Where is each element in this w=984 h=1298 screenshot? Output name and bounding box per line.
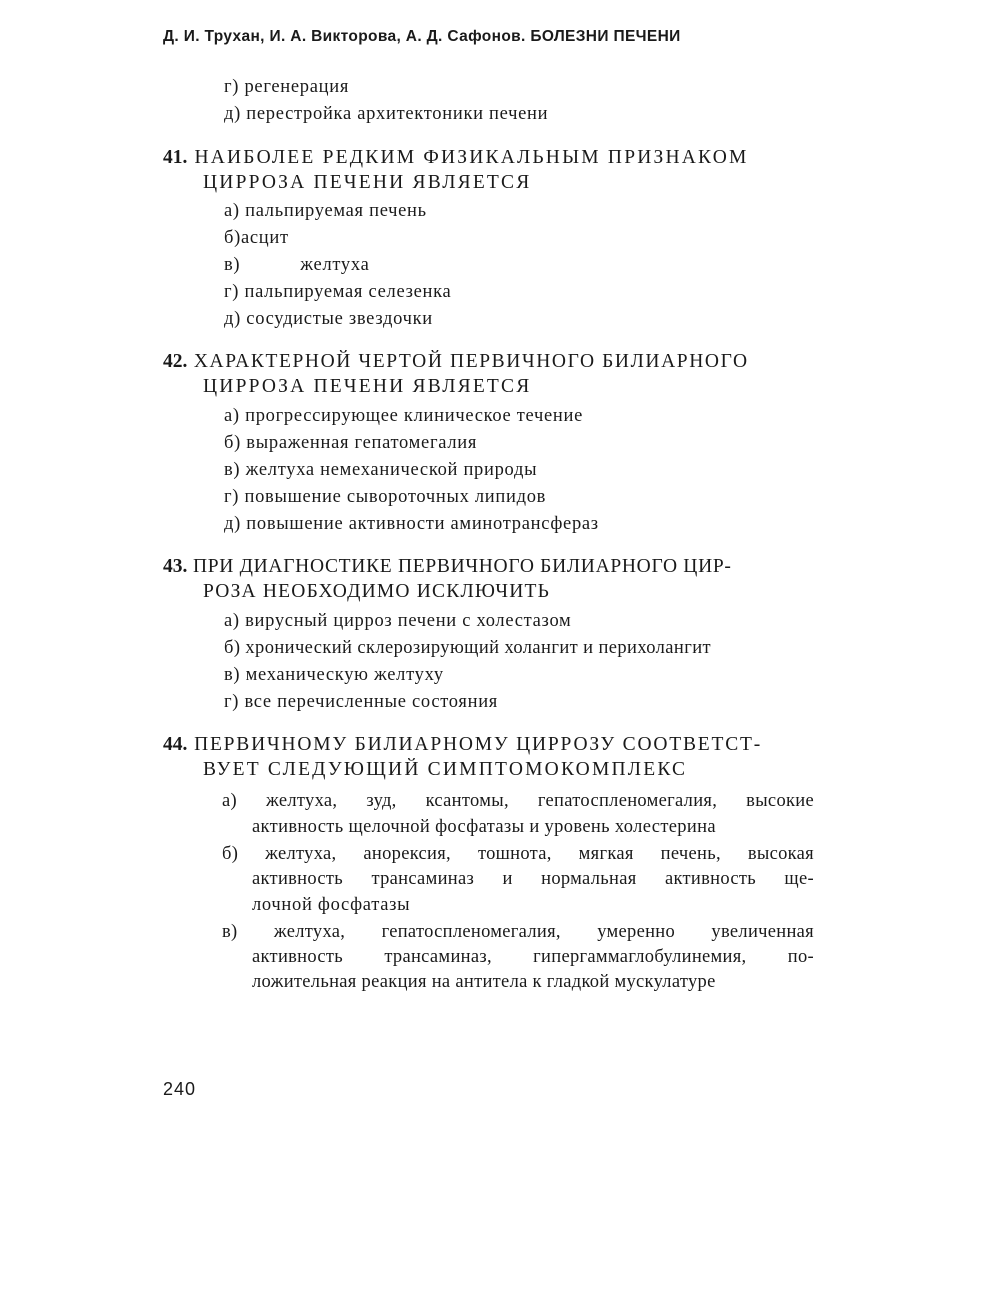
q43-option-b: б) хронический склерозирующий холангит и перихолангит xyxy=(224,638,711,658)
question-number: 44. xyxy=(163,734,188,755)
option-d-prev: д) перестройка архитектоники печени xyxy=(224,104,549,124)
word: ксантомы, xyxy=(425,791,509,811)
word: мягкая xyxy=(578,844,634,864)
question-42-line2: ЦИРРОЗА ПЕЧЕНИ ЯВЛЯЕТСЯ xyxy=(203,376,532,397)
q43-option-g: г) все перечисленные состояния xyxy=(224,692,499,712)
word: трансаминаз xyxy=(371,869,475,889)
question-number: 43. xyxy=(163,556,188,577)
word: активность xyxy=(252,947,344,967)
q44-option-b-line1 xyxy=(222,845,814,864)
question-number: 42. xyxy=(163,351,188,372)
question-text: ХАРАКТЕРНОЙ ЧЕРТОЙ ПЕРВИЧНОГО БИЛИАРНОГО xyxy=(193,351,749,372)
q43-option-v: в) механическую желтуху xyxy=(224,665,444,685)
q43-option-a: а) вирусный цирроз печени с холестазом xyxy=(224,611,572,631)
word: в) xyxy=(222,922,238,942)
word: а) xyxy=(222,791,237,811)
word: умеренно xyxy=(597,922,676,942)
q42-option-a: а) прогрессирующее клиническое течение xyxy=(224,406,584,426)
q44-option-a-line2: активность щелочной фосфатазы и уровень холестерина xyxy=(252,817,716,837)
q44-option-b-line3: лочной фосфатазы xyxy=(252,895,411,915)
running-header: Д. И. Трухан, И. А. Викторова, А. Д. Сафонов. БОЛЕЗНИ ПЕЧЕНИ xyxy=(163,28,681,45)
question-44-line2: ВУЕТ СЛЕДУЮЩИЙ СИМПТОМОКОМПЛЕКС xyxy=(203,759,688,780)
q44-option-b-line2 xyxy=(252,870,814,889)
question-43 xyxy=(163,557,732,577)
word: б) xyxy=(222,844,239,864)
q41-option-g: г) пальпируемая селезенка xyxy=(224,282,452,302)
word: гипергаммаглобулинемия, xyxy=(533,947,747,967)
word: желтуха, xyxy=(273,922,346,942)
word: активность xyxy=(664,869,756,889)
q42-option-v: в) желтуха немеханической природы xyxy=(224,460,538,480)
q42-option-b: б) выраженная гепатомегалия xyxy=(224,433,478,453)
q42-option-g: г) повышение сывороточных липидов xyxy=(224,487,547,507)
q41-option-b: б)асцит xyxy=(224,228,289,248)
q41-option-a: а) пальпируемая печень xyxy=(224,201,427,221)
word: активность xyxy=(252,869,344,889)
q44-option-a-line1 xyxy=(222,792,814,811)
word: ще- xyxy=(784,869,814,889)
option-letter: в) xyxy=(224,255,241,275)
word: высокая xyxy=(747,844,814,864)
word: трансаминаз, xyxy=(384,947,492,967)
question-number: 41. xyxy=(163,147,188,168)
word: и xyxy=(502,869,513,889)
question-44 xyxy=(163,735,762,755)
option-text: желтуха xyxy=(300,255,370,275)
word: увеличенная xyxy=(711,922,814,942)
q44-option-v-line3: ложительная реакция на антитела к гладкой мускулатуре xyxy=(252,972,716,992)
word: тошнота, xyxy=(477,844,552,864)
word: нормальная xyxy=(541,869,637,889)
question-text: НАИБОЛЕЕ РЕДКИМ ФИЗИКАЛЬНЫМ ПРИЗНАКОМ xyxy=(194,147,749,168)
word: печень, xyxy=(660,844,721,864)
q42-option-d: д) повышение активности аминотрансфераз xyxy=(224,514,599,534)
q44-option-v-line2 xyxy=(252,948,814,967)
question-41 xyxy=(163,148,749,168)
word: высокие xyxy=(746,791,814,811)
q41-option-d: д) сосудистые звездочки xyxy=(224,309,433,329)
q44-option-v-line1 xyxy=(222,923,814,942)
word: анорексия, xyxy=(363,844,451,864)
word: гепатоспленомегалия, xyxy=(537,791,718,811)
question-41-line2: ЦИРРОЗА ПЕЧЕНИ ЯВЛЯЕТСЯ xyxy=(203,172,532,193)
word: желтуха, xyxy=(265,844,337,864)
question-42 xyxy=(163,352,749,372)
q41-option-v xyxy=(224,256,370,275)
question-text: ПЕРВИЧНОМУ БИЛИАРНОМУ ЦИРРОЗУ СООТВЕТСТ- xyxy=(194,734,763,755)
word: зуд, xyxy=(366,791,397,811)
question-43-line2: РОЗА НЕОБХОДИМО ИСКЛЮЧИТЬ xyxy=(203,581,551,602)
option-g-prev: г) регенерация xyxy=(224,77,350,97)
word: гепатоспленомегалия, xyxy=(381,922,561,942)
word: желтуха, xyxy=(266,791,338,811)
question-text: ПРИ ДИАГНОСТИКЕ ПЕРВИЧНОГО БИЛИАРНОГО ЦИР- xyxy=(192,556,732,577)
page-number: 240 xyxy=(163,1079,197,1099)
word: по- xyxy=(787,947,814,967)
